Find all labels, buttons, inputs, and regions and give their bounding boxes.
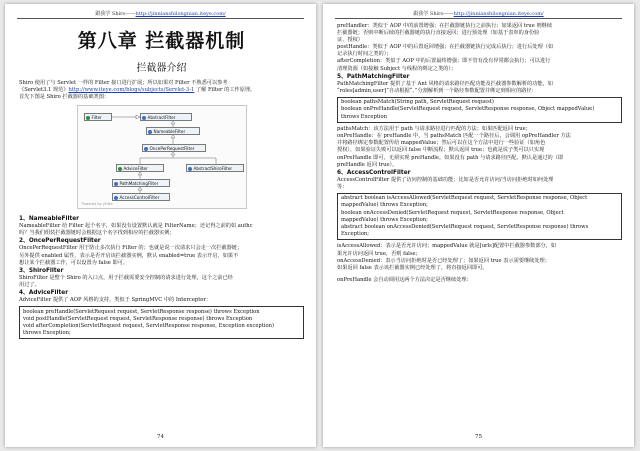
item-heading: 4、AdviceFilter (19, 289, 69, 296)
text-line: 等： (337, 183, 348, 190)
text-line: onAccessDenied：表示当访问拒绝时是否已经处理了；如果返回 true 表示需要继续处理； (337, 257, 550, 264)
header-rule (17, 18, 304, 19)
code-line: void afterCompletion(ServletRequest request, ServletResponse response, Exception exception) (23, 322, 274, 329)
uml-node-once-per-request-filter: OncePerRequestFilter (142, 144, 206, 152)
uml-node-abstract-shiro-filter: AbstractShiroFilter (186, 164, 244, 172)
uml-node-advice-filter: AdviceFilter (116, 164, 164, 172)
code-line: boolean preHandle(ServletRequest request, ServletResponse response) throws Exception (23, 308, 260, 315)
servlet-spec-link[interactable]: http://www.iteye.com/blogs/subjects/Servlet-3-1 (68, 87, 195, 94)
text-line: 记录执行时间之类的）； (337, 51, 392, 58)
item-heading-path-matching-filter: 5、PathMatchingFilter (337, 73, 410, 80)
left-content (19, 22, 304, 342)
item-text: 吗？当我们组装拦截器链时会根据这个名字找到相应的拦截器实例； (19, 230, 175, 237)
text-line: postHandle：类似于 AOP 中的后置返回增强；在拦截器链执行完成后执行；进行后处理（如 (337, 44, 554, 51)
item-text: 用过了。 (19, 281, 40, 288)
text-line: isAccessAllowed：表示是否允许访问；mappedValue 就是[urls]配置中拦截器参数部分，如 (337, 243, 557, 250)
advice-methods-description (337, 23, 622, 73)
item-text: AdviceFilter 提供了 AOP 风格的支持，类似于 SpringMVC 中的 Interceptor： (19, 296, 212, 303)
code-line: boolean pathsMatch(String path, ServletRequest request) (341, 99, 494, 106)
code-line: boolean onAccessDenied(ServletRequest request, ServletResponse response, Object (341, 209, 564, 216)
page-header (5, 10, 316, 17)
header-prefix: 跟我学 Shiro—— (413, 11, 454, 17)
code-block-advice (19, 306, 304, 339)
text-line: 清理资源（如接触 Subject 与线程的绑定之类的）； (337, 65, 457, 72)
code-line: abstract boolean onAccessDenied(ServletRequest request, ServletResponse response) throws (341, 223, 589, 230)
item-text: 想让某个拦截器工作，可以设置为 false 即可。 (19, 259, 129, 266)
intro-text (19, 80, 304, 101)
header-prefix: 跟我学 Shiro—— (95, 11, 136, 17)
text-line: AccessControlFilter 提供了访问控制的基础功能；比如是否允许访问/当访问拒绝时如何处理 (337, 176, 554, 183)
code-line: Exception; (341, 230, 369, 237)
item-once-per-request-filter (19, 237, 304, 266)
class-diagram (77, 105, 247, 209)
text-line: onPreHandle：在 preHandle 中，当 pathsMatch 匹配一个路径后，会调用 opPreHandler 方法 (337, 133, 571, 140)
code-line: throws Exception; (23, 329, 71, 336)
text-line: PathMatchingFilter 提供了基于 Ant 风格的请求路径匹配功能及拦截器参数解析的功能，如 (337, 80, 553, 87)
item-heading: 1、NameableFilter (19, 216, 80, 223)
item-shiro-filter (19, 267, 304, 289)
text-line: preHandler：类似于 AOP 中的前置增强；在拦截器链执行之前执行；如果返回 true 则继续 (337, 23, 553, 29)
code-line: mappedValue) throws Exception; (341, 216, 428, 223)
access-control-description (337, 243, 622, 271)
header-link[interactable]: http://jinnianshilongnian.iteye.com/ (135, 11, 226, 17)
item-text: 另外提供 enabled 属性，表示是否开启该拦截器实例，默认 enabled=true 表示开启，如果不 (19, 252, 239, 259)
section-title: 拦截器介绍 (136, 63, 187, 74)
item-heading-access-control-filter: 6、AccessControlFilter (337, 169, 411, 176)
code-line: abstract boolean isAccessAllowed(ServletRequest request, ServletResponse response, Object (341, 195, 588, 202)
intro-line-1: Shiro 使用了与 Servlet 一样的 Filter 接口进行扩展；所以如果对 Filter 不熟悉可以参考 (19, 80, 228, 86)
text-line: 证、授权） (337, 37, 363, 44)
text-line: afterCompletion：类似于 AOP 中的后置最终增强；即不管有没有异常都会执行；可以进行 (337, 58, 551, 65)
text-line: preHandle 返回 true）。 (337, 161, 398, 168)
code-line: mappedValue) throws Exception; (341, 202, 428, 209)
header-rule (335, 18, 622, 19)
item-heading: 3、ShiroFilter (19, 267, 64, 274)
code-block-path-matching (337, 97, 622, 123)
left-page (5, 4, 316, 447)
text-line: 授权），如果验证失败可以返回 false 中断流程；默认返回 true；也就是说子类可以只实现 (337, 147, 545, 154)
intro-line-3: 首先下图是 Shiro 拦截器的基础类图： (19, 94, 110, 101)
text-line: 如果返回 false 表示该拦截器实例已经处理了，将直接返回即可。 (337, 264, 488, 271)
right-page (323, 4, 634, 447)
uml-node-path-matching-filter: PathMatchingFilter (112, 179, 170, 187)
path-matching-description (337, 126, 622, 169)
item-advice-filter (19, 289, 304, 304)
page-number: 74 (157, 434, 164, 440)
item-text: OncePerRequestFilter 用于防止多次执行 Filter 的；也就是说一次请求只会走一次拦截器链； (19, 245, 243, 252)
item-heading: 2、OncePerRequestFilter (19, 238, 101, 245)
diagram-watermark: Powered by yFiles (81, 202, 113, 207)
uml-node-nameable-filter: NameableFilter (146, 127, 200, 135)
item-nameable-filter (19, 215, 304, 237)
uml-node-abstract-filter: AbstractFilter (140, 113, 192, 121)
intro-line-2a: 《Servlet3.1 规范》 (19, 87, 69, 94)
chapter-title: 第八章 拦截器机制 (77, 30, 246, 52)
code-line: void postHandle(ServletRequest request, ServletResponse response) throws Exception (23, 315, 253, 322)
text-line: pathsMatch：该方法用于 path 与请求路径进行匹配的方法；如果匹配返回 true； (337, 126, 531, 133)
page-header (323, 10, 634, 17)
intro-line-2b: 了解 Filter 的工作原理。 (194, 87, 256, 94)
uml-node-filter: Filter (84, 113, 112, 121)
item-text: ShiroFilter 是整个 Shiro 的入口点，用于拦截需要安全控制的请求进行处理，这个之前已经 (19, 274, 233, 281)
page-number: 75 (475, 434, 482, 440)
text-line: 果允许访问返回 true，否则 false； (337, 250, 421, 257)
item-text: NameableFilter 给 Filter 起个名字，如果没有设置默认就是 FilterName；还记得之前的如 authc (19, 223, 253, 230)
code-line: throws Exception (341, 113, 387, 120)
header-link[interactable]: http://jinnianshilongnian.iteye.com/ (453, 11, 544, 17)
code-line: boolean onPreHandle(ServletRequest request, ServletResponse response, Object mappedValue) (341, 106, 595, 113)
text-line: “roles[admin,user]”自动根据“，”分割解析到一个路径参数配置并绑定到相应的路径： (337, 87, 537, 94)
text-line: onPreHandle 即可，无须实现 preHandle。如果没有 path 与请求路径匹配，默认是通过的（即 (337, 154, 564, 161)
text-line: 拦截器链；否则中断后续的拦截器链的执行直接返回；进行预处理（如基于表单的身份验 (337, 30, 540, 37)
right-content (337, 23, 622, 284)
text-line: 并将路径绑定参数配置传给 mappedValue；然后可以在这个方法中进行一些验证（如角色 (337, 140, 546, 147)
uml-node-access-control-filter: AccessControlFilter (112, 193, 170, 201)
on-pre-handle-note: onPreHandle 会自动调用这两个方法决定是否继续处理： (337, 276, 472, 283)
code-block-access-control (337, 193, 622, 241)
